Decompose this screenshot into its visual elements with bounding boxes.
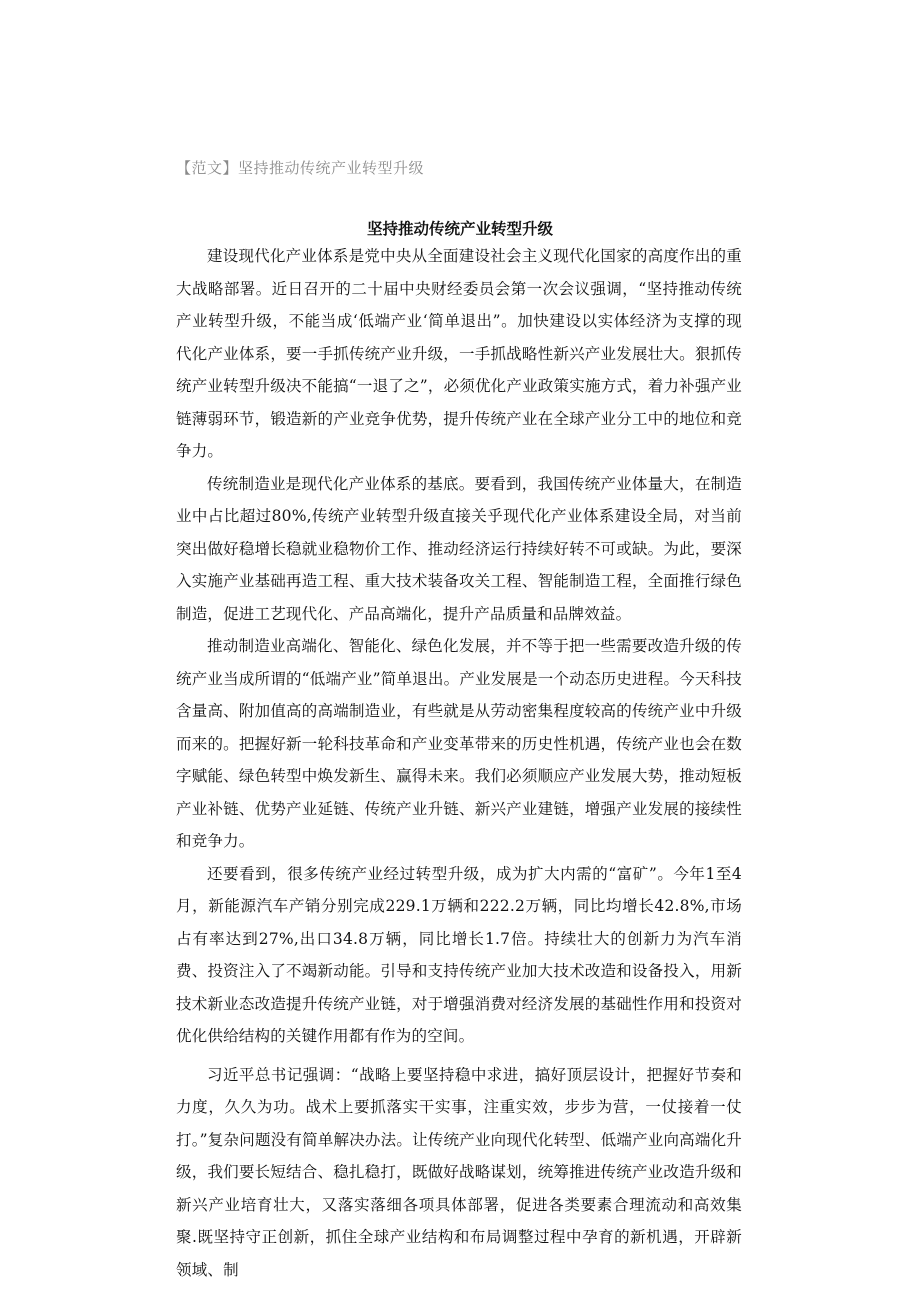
- paragraph-4: 还要看到，很多传统产业经过转型升级，成为扩大内需的“富矿”。今年1至4月，新能源汽车产销分别完成229.1万辆和222.2万辆，同比均增长42.8%,市场占有率达到27%,出口34.8万辆，同比增长1.7倍。持续壮大的创新力为汽车消费、投资注入了不竭新动能。引导和支持传统产业加大技术改造和设备投入，用新技术新业态改造提升传统产业链，对于增强消费对经济发展的基础性作用和投资对优化供给结构的关键作用都有作为的空间。: [176, 864, 742, 1045]
- paragraph-1: 建设现代化产业体系是党中央从全面建设社会主义现代化国家的高度作出的重大战略部署。近日召开的二十届中央财经委员会第一次会议强调，“坚持推动传统产业转型升级，不能当成‘低端产业‘简单退出”。加快建设以实体经济为支撑的现代化产业体系，要一手抓传统产业升级，一手抓战略性新兴产业发展壮大。狠抓传统产业转型升级决不能搞“一退了之”，必须优化产业政策实施方式，着力补强产业链薄弱环节，锻造新的产业竞争优势，提升传统产业在全球产业分工中的地位和竞争力。: [176, 247, 742, 460]
- paragraph-3: 推动制造业高端化、智能化、绿色化发展，并不等于把一些需要改造升级的传统产业当成所谓的“低端产业”简单退出。产业发展是一个动态历史进程。今天科技含量高、附加值高的高端制造业，有些就是从劳动密集程度较高的传统产业中升级而来的。把握好新一轮科技革命和产业变革带来的历史性机遇，传统产业也会在数字赋能、绿色转型中焕发新生、赢得未来。我们必须顺应产业发展大势，推动短板产业补链、优势产业延链、传统产业升链、新兴产业建链，增强产业发展的接续性和竞争力。: [176, 637, 742, 850]
- document-title: 坚持推动传统产业转型升级: [366, 220, 553, 238]
- paragraph-5: 习近平总书记强调：“战略上要坚持稳中求进，搞好顶层设计，把握好节奏和力度，久久为功。战术上要抓落实干实事，注重实效，步步为营，一仗接着一仗打。”复杂问题没有简单解决办法。让传统产业向现代化转型、低端产业向高端化升级，我们要长短结合、稳扎稳打，既做好战略谋划，统筹推进传统产业改造升级和新兴产业培育壮大，又落实落细各项具体部署，促进各类要素合理流动和高效集聚.既坚持守正创新，抓住全球产业结构和布局调整过程中孕育的新机遇，开辟新领域、制: [176, 1065, 742, 1279]
- document-body: [176, 240, 742, 1286]
- document-header-label: 【范文】坚持推动传统产业转型升级: [176, 159, 425, 177]
- paragraph-2: 传统制造业是现代化产业体系的基底。要看到，我国传统产业体量大，在制造业中占比超过80%,传统产业转型升级直接关乎现代化产业体系建设全局，对当前突出做好稳增长稳就业稳物价工作、推动经济运行持续好转不可或缺。为此，要深入实施产业基础再造工程、重大技术装备攻关工程、智能制造工程，全面推行绿色制造，促进工艺现代化、产品高端化，提升产品质量和品牌效益。: [176, 474, 742, 623]
